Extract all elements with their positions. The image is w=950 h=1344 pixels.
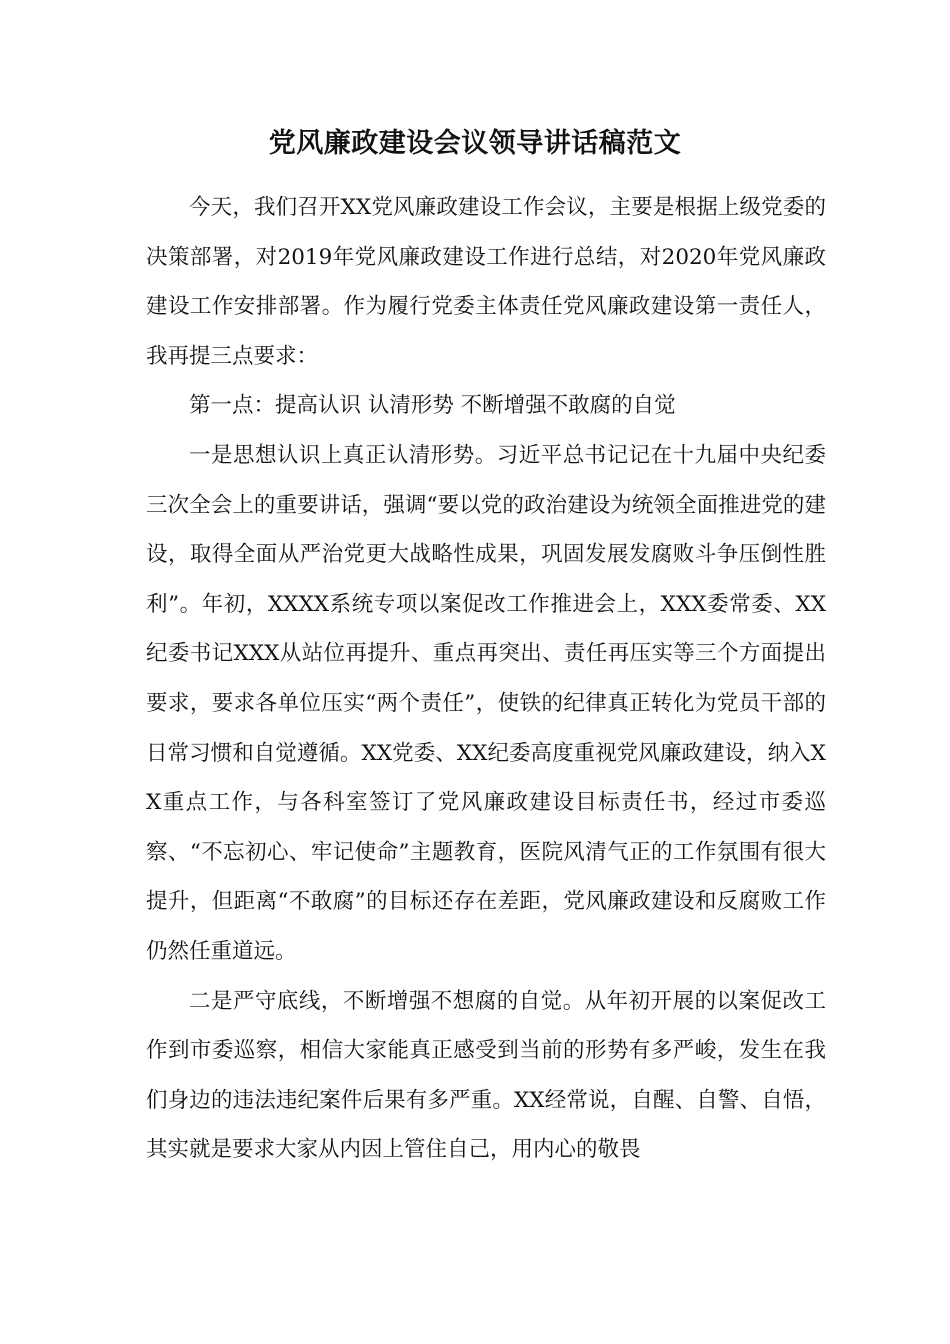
paragraph-point-two: 二是严守底线，不断增强不想腐的自觉。从年初开展的以案促改工作到市委巡察，相信大家能真正感受到当前的形势有多严峻，发生在我们身边的违法违纪案件后果有多严重。XX经常说，自醒、自警、自悟，其实就是要求大家从内因上管住自己，用内心的敬畏 <box>146 988 826 1163</box>
paragraph-point-one: 一是思想认识上真正认清形势。习近平总书记记在十九届中央纪委三次全会上的重要讲话，强调“要以党的政治建设为统领全面推进党的建设，取得全面从严治党更大战略性成果，巩固发展发腐败斗争压倒性胜利”。年初，XXXX系统专项以案促改工作推进会上，XXX委常委、XX纪委书记XXX从站位再提升、重点再突出、责任再压实等三个方面提出要求，要求各单位压实“两个责任”，使铁的纪律真正转化为党员干部的日常习惯和自觉遵循。XX党委、XX纪委高度重视党风廉政建设，纳入XX重点工作，与各科室签订了党风廉政建设目标责任书，经过市委巡察、“不忘初心、牢记使命”主题教育，医院风清气正的工作氛围有很大提升，但距离“不敢腐”的目标还存在差距，党风廉政建设和反腐败工作仍然任重道远。 <box>146 442 826 964</box>
document-body <box>146 183 826 1175</box>
section-heading-first-point: 第一点：提高认识 认清形势 不断增强不敢腐的自觉 <box>189 393 676 419</box>
document-title: 党风廉政建设会议领导讲话稿范文 <box>268 128 682 159</box>
paragraph-intro: 今天，我们召开XX党风廉政建设工作会议，主要是根据上级党委的决策部署，对2019年党风廉政建设工作进行总结，对2020年党风廉政建设工作安排部署。作为履行党委主体责任党风廉政建设第一责任人，我再提三点要求： <box>146 195 826 369</box>
